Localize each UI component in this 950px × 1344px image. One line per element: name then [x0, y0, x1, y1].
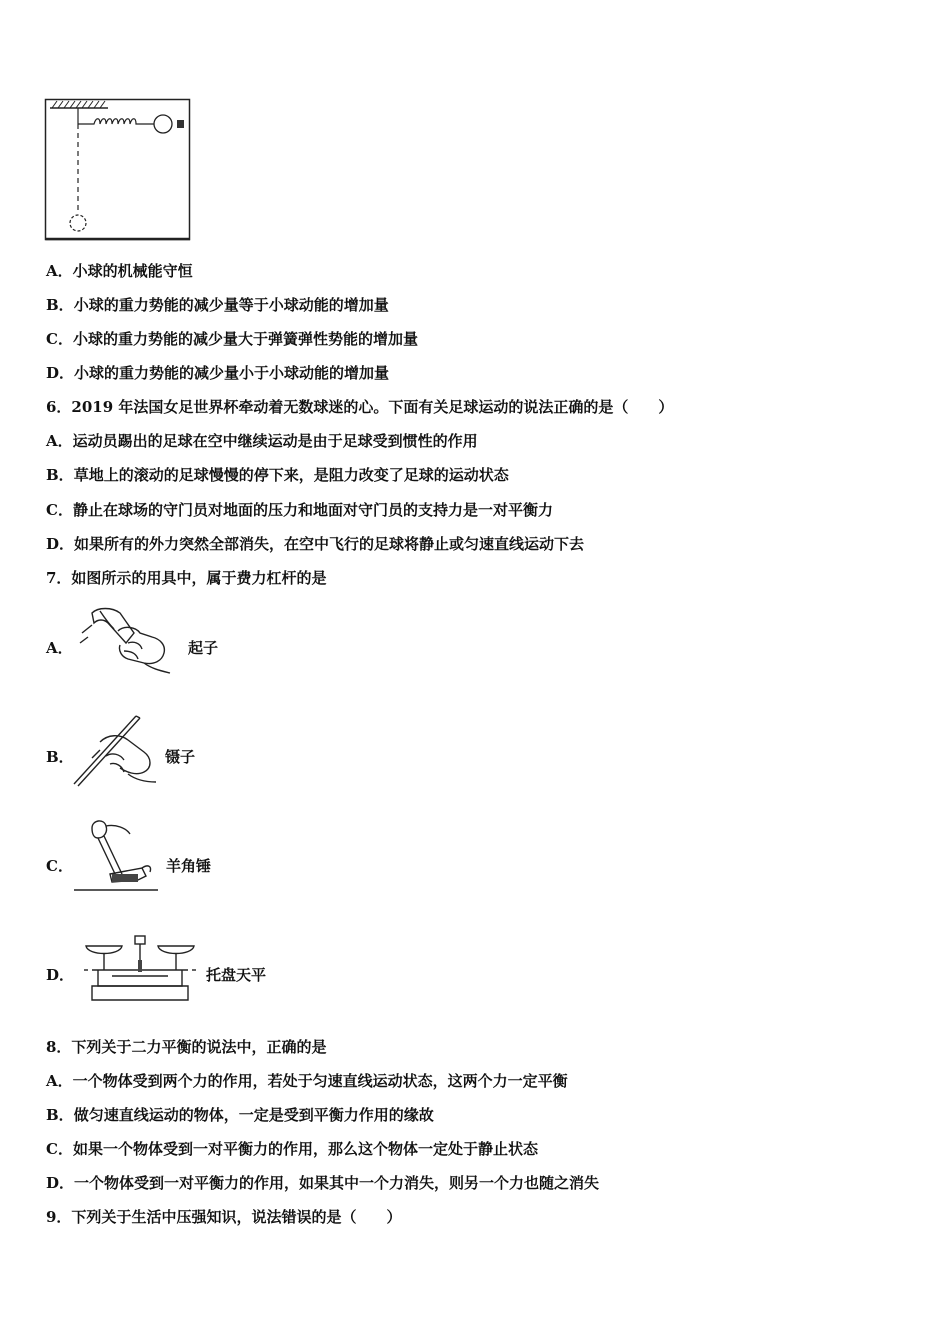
- q6-option-c: [46, 500, 553, 520]
- q7-stem: 7．如图所示的用具中，属于费力杠杆的是: [46, 569, 327, 587]
- option-letter: A．: [46, 1072, 73, 1090]
- tray-balance-illustration: [82, 930, 198, 1006]
- q8-option-c: [46, 1139, 538, 1159]
- q7-option-a-caption: 起子: [188, 639, 219, 657]
- option-text: 如果所有的外力突然全部消失，在空中飞行的足球将静止或匀速直线运动下去: [74, 535, 585, 553]
- q5-option-b: [46, 295, 389, 315]
- option-letter: C．: [46, 501, 73, 519]
- q6-option-a: [46, 431, 478, 451]
- option-text: 如果一个物体受到一对平衡力的作用，那么这个物体一定处于静止状态: [72, 1140, 538, 1158]
- q5-option-d: [46, 363, 389, 383]
- option-text: 运动员踢出的足球在空中继续运动是由于足球受到惯性的作用: [72, 432, 478, 450]
- bottle-opener-illustration: [78, 603, 178, 679]
- claw-hammer-illustration: [72, 816, 160, 896]
- option-text: 草地上的滚动的足球慢慢的停下来，是阻力改变了足球的运动状态: [73, 466, 509, 484]
- option-letter: A．: [46, 262, 73, 280]
- q7-option-b-letter: B．: [46, 748, 74, 766]
- tweezers-illustration: [70, 712, 160, 788]
- option-letter: C．: [46, 330, 73, 348]
- q6-option-d: [46, 534, 584, 554]
- q8-option-a: [46, 1071, 568, 1091]
- option-letter: B．: [46, 466, 74, 484]
- option-text: 小球的重力势能的减少量小于小球动能的增加量: [74, 364, 390, 382]
- q8-option-b: [46, 1105, 434, 1125]
- option-letter: A．: [46, 432, 73, 450]
- option-text: 一个物体受到两个力的作用，若处于匀速直线运动状态，这两个力一定平衡: [72, 1072, 568, 1090]
- q6-stem: 6．2019 年法国女足世界杯牵动着无数球迷的心。下面有关足球运动的说法正确的是（ ）: [46, 398, 674, 416]
- option-text: 小球的重力势能的减少量等于小球动能的增加量: [73, 296, 389, 314]
- q5-option-c: [46, 329, 418, 349]
- q7-option-c-caption: 羊角锤: [166, 857, 212, 875]
- q6-option-b: [46, 465, 509, 485]
- spring-pendulum-figure: [44, 98, 192, 242]
- option-text: 静止在球场的守门员对地面的压力和地面对守门员的支持力是一对平衡力: [72, 501, 553, 519]
- option-letter: D．: [46, 364, 75, 382]
- option-letter: B．: [46, 1106, 74, 1124]
- q7-option-b-caption: 镊子: [165, 748, 196, 766]
- option-text: 一个物体受到一对平衡力的作用，如果其中一个力消失，则另一个力也随之消失: [74, 1174, 600, 1192]
- q7-option-a-letter: A．: [46, 639, 73, 657]
- q7-option-d-caption: 托盘天平: [206, 966, 267, 984]
- option-letter: D．: [46, 535, 75, 553]
- option-text: 小球的重力势能的减少量大于弹簧弹性势能的增加量: [72, 330, 418, 348]
- q7-option-c-letter: C．: [46, 857, 73, 875]
- option-text: 做匀速直线运动的物体，一定是受到平衡力作用的缘故: [73, 1106, 434, 1124]
- q7-option-d-letter: D．: [46, 966, 75, 984]
- option-letter: C．: [46, 1140, 73, 1158]
- option-letter: D．: [46, 1174, 75, 1192]
- option-letter: B．: [46, 296, 74, 314]
- q8-stem: 8．下列关于二力平衡的说法中，正确的是: [46, 1038, 327, 1056]
- q9-stem: 9．下列关于生活中压强知识，说法错误的是（ ）: [46, 1208, 402, 1226]
- q5-option-a: [46, 261, 193, 281]
- q8-option-d: [46, 1173, 599, 1193]
- option-text: 小球的机械能守恒: [72, 262, 193, 280]
